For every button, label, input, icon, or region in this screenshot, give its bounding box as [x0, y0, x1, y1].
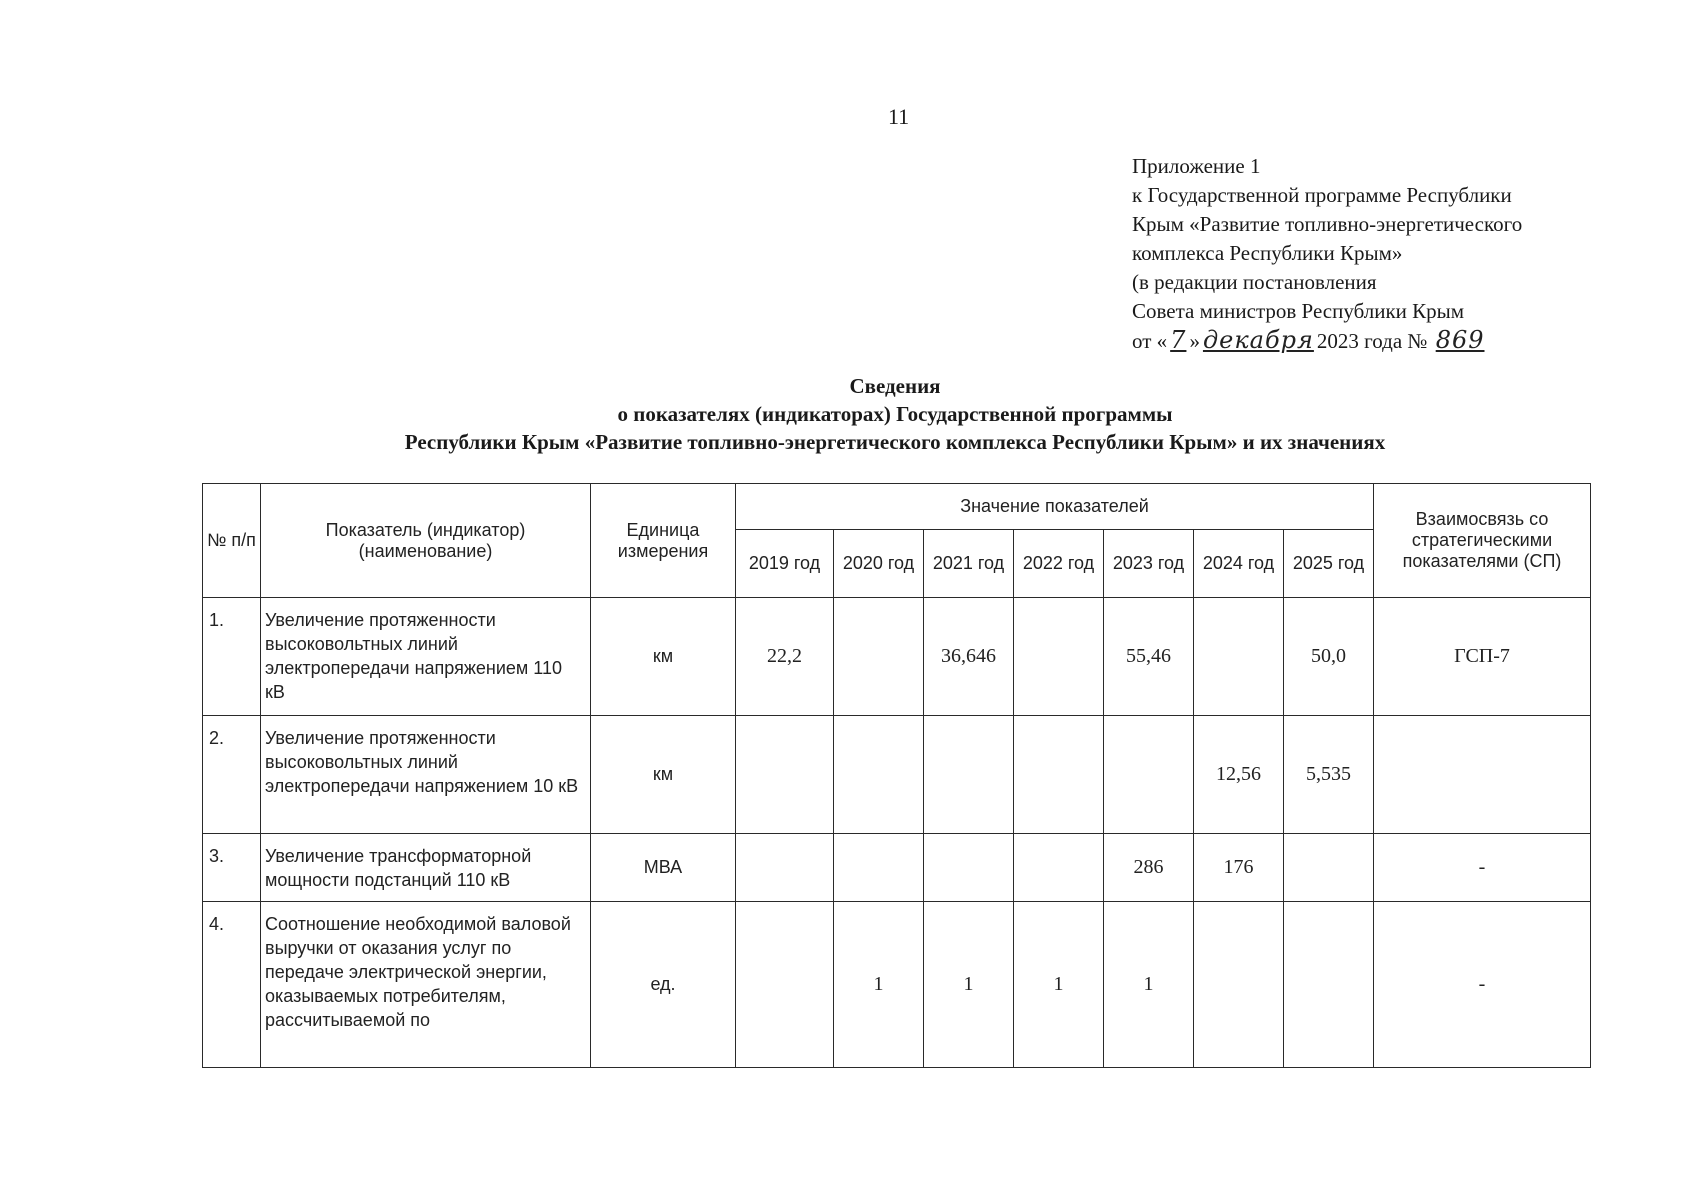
header-num: № п/п: [203, 484, 261, 598]
row-value: [736, 834, 834, 902]
table-row: [203, 902, 1591, 1068]
row-indicator-name: Увеличение протяженности высоковольтных линий электропередачи напряжением 110 кВ: [261, 598, 591, 716]
appendix-line-1: Приложение 1: [1132, 154, 1261, 178]
appendix-date-line: [1132, 326, 1672, 356]
row-value: [1284, 902, 1374, 1068]
row-indicator-name: Соотношение необходимой валовой выручки от оказания услуг по передаче электрической энергии, оказываемых потребителям, рассчитываемой по: [261, 902, 591, 1068]
row-value: [1194, 598, 1284, 716]
header-year: 2025 год: [1284, 530, 1374, 598]
row-value: [834, 716, 924, 834]
appendix-line-6: Совета министров Республики Крым: [1132, 299, 1465, 323]
row-value: [1014, 834, 1104, 902]
table-row: [203, 598, 1591, 716]
row-unit: км: [591, 598, 736, 716]
header-relation: Взаимосвязь со стратегическими показателями (СП): [1374, 484, 1591, 598]
title-line-1: Сведения: [849, 374, 941, 398]
row-value: 36,646: [924, 598, 1014, 716]
header-values-group: Значение показателей: [736, 484, 1374, 530]
date-year: 2023 года №: [1316, 329, 1428, 353]
appendix-line-4: комплекса Республики Крым»: [1132, 241, 1403, 265]
row-value: 176: [1194, 834, 1284, 902]
row-value: 1: [1014, 902, 1104, 1068]
row-number: 4.: [203, 902, 261, 1068]
date-month: декабря: [1202, 326, 1314, 354]
row-value: [736, 902, 834, 1068]
row-value: 1: [1104, 902, 1194, 1068]
row-relation: -: [1374, 834, 1591, 902]
appendix-block: [1132, 152, 1672, 356]
date-mid: »: [1189, 329, 1200, 353]
header-year: 2020 год: [834, 530, 924, 598]
row-relation: -: [1374, 902, 1591, 1068]
header-year: 2019 год: [736, 530, 834, 598]
row-value: [924, 716, 1014, 834]
row-value: [736, 716, 834, 834]
appendix-line-2: к Государственной программе Республики: [1132, 183, 1512, 207]
row-value: 12,56: [1194, 716, 1284, 834]
row-number: 3.: [203, 834, 261, 902]
table-row: [203, 834, 1591, 902]
row-indicator-name: Увеличение трансформаторной мощности подстанций 110 кВ: [261, 834, 591, 902]
row-value: 1: [924, 902, 1014, 1068]
document-title: [100, 372, 1690, 456]
row-unit: МВА: [591, 834, 736, 902]
row-value: [1104, 716, 1194, 834]
indicators-table: [202, 483, 1591, 1068]
table-row: [203, 716, 1591, 834]
row-value: [834, 598, 924, 716]
row-value: [924, 834, 1014, 902]
row-unit: ед.: [591, 902, 736, 1068]
appendix-line-3: Крым «Развитие топливно-энергетического: [1132, 212, 1523, 236]
row-value: [1284, 834, 1374, 902]
row-value: 5,535: [1284, 716, 1374, 834]
row-unit: км: [591, 716, 736, 834]
row-value: 22,2: [736, 598, 834, 716]
row-relation: ГСП-7: [1374, 598, 1591, 716]
page-number: 11: [888, 104, 910, 129]
row-indicator-name: Увеличение протяженности высоковольтных линий электропередачи напряжением 10 кВ: [261, 716, 591, 834]
header-unit: Единица измерения: [591, 484, 736, 598]
row-value: 50,0: [1284, 598, 1374, 716]
row-value: 286: [1104, 834, 1194, 902]
row-value: 1: [834, 902, 924, 1068]
appendix-line-5: (в редакции постановления: [1132, 270, 1377, 294]
date-day: 7: [1170, 326, 1187, 354]
row-number: 2.: [203, 716, 261, 834]
row-number: 1.: [203, 598, 261, 716]
title-line-2: о показателях (индикаторах) Государственной программы: [617, 402, 1173, 426]
date-prefix: от «: [1132, 329, 1168, 353]
doc-number: 869: [1435, 326, 1485, 354]
row-value: [1014, 716, 1104, 834]
title-line-3: Республики Крым «Развитие топливно-энергетического комплекса Республики Крым» и их значениях: [404, 430, 1386, 454]
header-year: 2023 год: [1104, 530, 1194, 598]
header-indicator: Показатель (индикатор) (наименование): [261, 484, 591, 598]
row-value: 55,46: [1104, 598, 1194, 716]
header-year: 2021 год: [924, 530, 1014, 598]
row-value: [1194, 902, 1284, 1068]
header-year: 2022 год: [1014, 530, 1104, 598]
row-value: [834, 834, 924, 902]
row-value: [1014, 598, 1104, 716]
header-year: 2024 год: [1194, 530, 1284, 598]
row-relation: [1374, 716, 1591, 834]
